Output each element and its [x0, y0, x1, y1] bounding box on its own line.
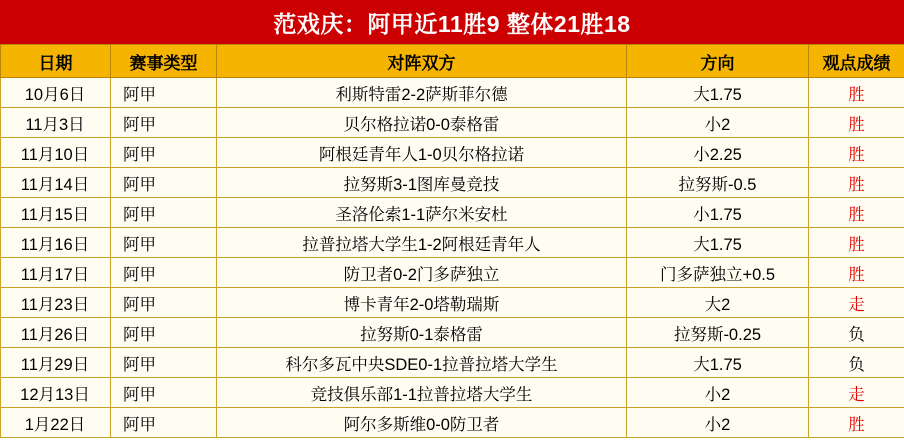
cell-direction: 小2: [627, 378, 809, 408]
cell-direction: 小2: [627, 408, 809, 438]
cell-direction: 小1.75: [627, 198, 809, 228]
table-row: [1, 408, 904, 438]
cell-competition: 阿甲: [111, 288, 217, 318]
cell-result: 胜: [809, 78, 904, 108]
cell-competition: 阿甲: [111, 408, 217, 438]
cell-date: 11月10日: [1, 138, 111, 168]
cell-result: 负: [809, 348, 904, 378]
cell-direction: 大1.75: [627, 228, 809, 258]
cell-competition: 阿甲: [111, 78, 217, 108]
table-body: [1, 78, 904, 438]
cell-date: 12月13日: [1, 378, 111, 408]
cell-result: 走: [809, 378, 904, 408]
cell-date: 11月14日: [1, 168, 111, 198]
cell-date: 11月3日: [1, 108, 111, 138]
cell-direction: 小2.25: [627, 138, 809, 168]
cell-competition: 阿甲: [111, 228, 217, 258]
cell-direction: 大1.75: [627, 78, 809, 108]
column-header-direction: 方向: [627, 45, 809, 78]
cell-result: 胜: [809, 198, 904, 228]
cell-competition: 阿甲: [111, 348, 217, 378]
table-row: [1, 288, 904, 318]
table-row: [1, 168, 904, 198]
cell-match: 博卡青年2-0塔勒瑞斯: [217, 288, 627, 318]
cell-direction: 门多萨独立+0.5: [627, 258, 809, 288]
cell-competition: 阿甲: [111, 378, 217, 408]
cell-result: 负: [809, 318, 904, 348]
table-row: [1, 318, 904, 348]
cell-date: 10月6日: [1, 78, 111, 108]
table-row: [1, 198, 904, 228]
table-row: [1, 228, 904, 258]
cell-date: 11月26日: [1, 318, 111, 348]
cell-match: 拉努斯3-1图库曼竞技: [217, 168, 627, 198]
cell-competition: 阿甲: [111, 318, 217, 348]
table-row: [1, 138, 904, 168]
cell-match: 防卫者0-2门多萨独立: [217, 258, 627, 288]
cell-match: 竞技俱乐部1-1拉普拉塔大学生: [217, 378, 627, 408]
cell-match: 贝尔格拉诺0-0泰格雷: [217, 108, 627, 138]
cell-date: 11月23日: [1, 288, 111, 318]
table-row: [1, 258, 904, 288]
cell-match: 阿根廷青年人1-0贝尔格拉诺: [217, 138, 627, 168]
cell-match: 科尔多瓦中央SDE0-1拉普拉塔大学生: [217, 348, 627, 378]
column-header-competition: 赛事类型: [111, 45, 217, 78]
cell-result: 胜: [809, 138, 904, 168]
table-row: [1, 108, 904, 138]
cell-match: 圣洛伦索1-1萨尔米安杜: [217, 198, 627, 228]
table-row: [1, 378, 904, 408]
cell-direction: 拉努斯-0.5: [627, 168, 809, 198]
column-header-date: 日期: [1, 45, 111, 78]
cell-date: 11月29日: [1, 348, 111, 378]
cell-result: 胜: [809, 108, 904, 138]
cell-direction: 拉努斯-0.25: [627, 318, 809, 348]
column-header-match: 对阵双方: [217, 45, 627, 78]
column-header-result: 观点成绩: [809, 45, 904, 78]
table-header: [1, 45, 904, 78]
cell-result: 胜: [809, 228, 904, 258]
cell-competition: 阿甲: [111, 108, 217, 138]
cell-direction: 大2: [627, 288, 809, 318]
table-row: [1, 78, 904, 108]
cell-competition: 阿甲: [111, 198, 217, 228]
table-header-row: [1, 45, 904, 78]
cell-direction: 大1.75: [627, 348, 809, 378]
cell-result: 胜: [809, 408, 904, 438]
page-title: 范戏庆：阿甲近11胜9 整体21胜18: [0, 0, 904, 44]
cell-result: 胜: [809, 168, 904, 198]
cell-match: 阿尔多斯维0-0防卫者: [217, 408, 627, 438]
table-row: [1, 348, 904, 378]
cell-match: 利斯特雷2-2萨斯菲尔德: [217, 78, 627, 108]
cell-date: 11月16日: [1, 228, 111, 258]
cell-match: 拉普拉塔大学生1-2阿根廷青年人: [217, 228, 627, 258]
cell-competition: 阿甲: [111, 258, 217, 288]
cell-result: 胜: [809, 258, 904, 288]
cell-competition: 阿甲: [111, 138, 217, 168]
cell-result: 走: [809, 288, 904, 318]
prediction-table: [0, 44, 904, 438]
cell-date: 11月15日: [1, 198, 111, 228]
cell-match: 拉努斯0-1泰格雷: [217, 318, 627, 348]
cell-date: 1月22日: [1, 408, 111, 438]
cell-competition: 阿甲: [111, 168, 217, 198]
cell-direction: 小2: [627, 108, 809, 138]
cell-date: 11月17日: [1, 258, 111, 288]
